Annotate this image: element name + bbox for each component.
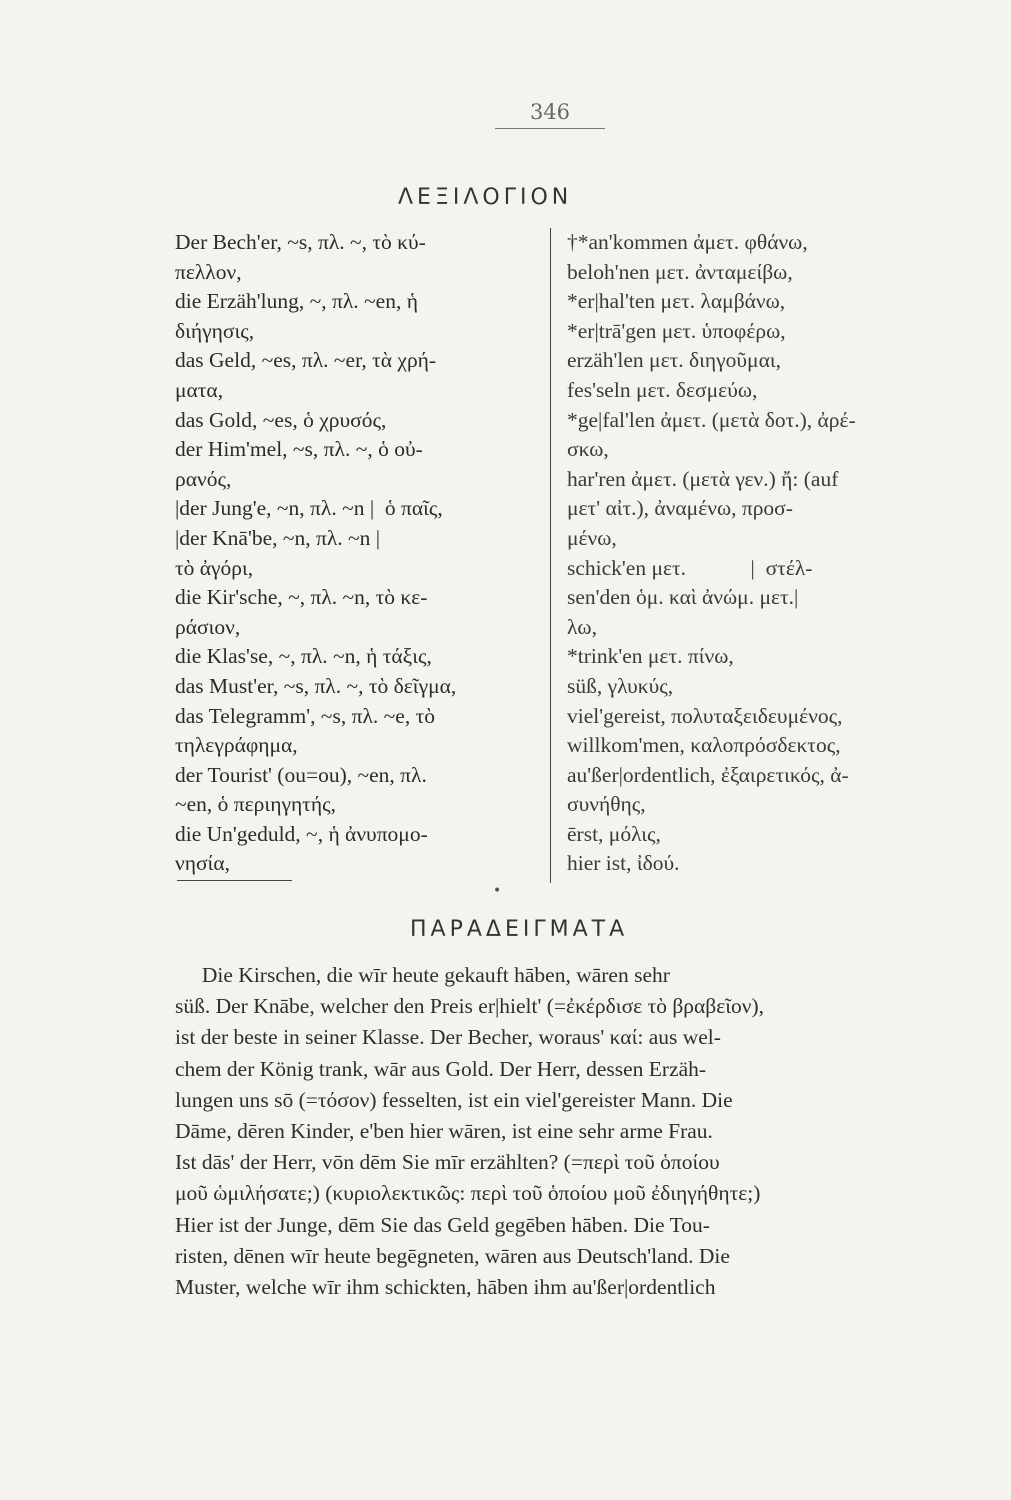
lexicon-entry-line: |der Jung'e, ~n, πλ. ~n | ὁ παῖς, xyxy=(175,496,443,521)
lexicon-entry-line: διήγησις, xyxy=(175,318,255,343)
examples-title: ΠΑΡΑΔΕΙΓΜΑΤΑ xyxy=(410,917,629,942)
lexicon-verb-line: viel'gereist, πολυταξειδευμένος, xyxy=(567,703,843,728)
example-text-line: ist der beste in seiner Klasse. Der Becher, woraus' καί: aus wel- xyxy=(175,1025,721,1050)
lexicon-entry-line: das Gold, ~es, ὁ χρυσός, xyxy=(175,407,387,432)
lexicon-entry-line: ρανός, xyxy=(175,466,232,491)
lexicon-verb-line: har'ren ἀμετ. (μετὰ γεν.) ἤ: (auf xyxy=(567,466,839,491)
lexicon-verb-line: *er|hal'ten μετ. λαμβάνω, xyxy=(567,289,786,314)
lexicon-entry-line: Der Bech'er, ~s, πλ. ~, τὸ κύ- xyxy=(175,230,426,254)
section-dot: • xyxy=(493,883,502,899)
lexicon-entry-line: die Kir'sche, ~, πλ. ~n, τὸ κε- xyxy=(175,585,428,610)
example-text-line: lungen uns sō (=τόσον) fesselten, ist ein viel'gereister Mann. Die xyxy=(175,1087,733,1112)
lexicon-verb-line: †*an'kommen ἀμετ. φθάνω, xyxy=(567,230,808,254)
example-text-line: süß. Der Knābe, welcher den Preis er|hielt' (=ἐκέρδισε τὸ βραβεῖον), xyxy=(175,994,765,1019)
column-divider xyxy=(550,228,551,883)
lexicon-verb-line: συνήθης, xyxy=(567,792,646,817)
example-text-line: risten, dēnen wīr heute begēgneten, wāren aus Deutsch'land. Die xyxy=(175,1243,730,1268)
example-text-line: Die Kirschen, die wīr heute gekauft hāben, wāren sehr xyxy=(175,963,670,987)
lexicon-verb-line: schick'en μετ. | στέλ- xyxy=(567,555,813,580)
lexicon-verb-line: *er|trā'gen μετ. ὑποφέρω, xyxy=(567,318,786,343)
lexicon-title: ΛΕΞΙΛΟΓΙΟΝ xyxy=(398,185,573,210)
lexicon-verb-line: *ge|fal'len ἀμετ. (μετὰ δοτ.), ἀρέ- xyxy=(567,407,856,432)
page-number: 346 xyxy=(529,100,571,124)
lexicon-verb-line: fes'seln μετ. δεσμεύω, xyxy=(567,377,758,402)
lexicon-entry-line: das Telegramm', ~s, πλ. ~e, τὸ xyxy=(175,703,435,728)
lexicon-verb-line: süß, γλυκύς, xyxy=(567,673,674,698)
lexicon-entry-line: das Geld, ~es, πλ. ~er, τὰ χρή- xyxy=(175,348,437,373)
lexicon-right-column xyxy=(567,228,947,879)
lexicon-verb-line: μετ' αἰτ.), ἀναμένω, προσ- xyxy=(567,496,793,521)
lexicon-entry-line: das Must'er, ~s, πλ. ~, τὸ δεῖγμα, xyxy=(175,673,457,698)
lexicon-verb-line: beloh'nen μετ. ἀνταμείβω, xyxy=(567,259,793,284)
examples-paragraph xyxy=(175,960,923,1303)
page-number-rule xyxy=(495,128,605,129)
example-text-line: μοῦ ὡμιλήσατε;) (κυριολεκτικῶς: περὶ τοῦ ὁποίου μοῦ ἐδιηγήθητε;) xyxy=(175,1181,761,1206)
lexicon-entry-line: νησία, xyxy=(175,851,230,876)
lexicon-entry-line: τὸ ἀγόρι, xyxy=(175,555,254,580)
lexicon-entry-line: die Erzäh'lung, ~, πλ. ~en, ἡ xyxy=(175,289,418,314)
lexicon-entry-line: die Klas'se, ~, πλ. ~n, ἡ τάξις, xyxy=(175,644,432,669)
example-text-line: Hier ist der Junge, dēm Sie das Geld gegēben hāben. Die Tou- xyxy=(175,1212,710,1237)
lexicon-verb-line: σκω, xyxy=(567,437,609,462)
example-text-line: Muster, welche wīr ihm schickten, hāben ihm au'ßer|ordentlich xyxy=(175,1275,716,1300)
lexicon-verb-line: au'ßer|ordentlich, ἐξαιρετικός, ἀ- xyxy=(567,762,849,787)
lexicon-verb-line: μένω, xyxy=(567,525,617,550)
lexicon-end-rule xyxy=(177,880,292,881)
lexicon-verb-line: λω, xyxy=(567,614,597,639)
lexicon-entry-line: |der Knā'be, ~n, πλ. ~n | xyxy=(175,525,381,550)
lexicon-entry-line: ~en, ὁ περιηγητής, xyxy=(175,792,336,817)
lexicon-entry-line: τηλεγράφημα, xyxy=(175,733,298,758)
lexicon-entry-line: ματα, xyxy=(175,377,224,402)
lexicon-entry-line: ράσιον, xyxy=(175,614,241,639)
lexicon-entry-line: der Tourist' (ou=ou), ~en, πλ. xyxy=(175,762,427,787)
example-text-line: Ist dās' der Herr, vōn dēm Sie mīr erzählten? (=περὶ τοῦ ὁποίου xyxy=(175,1150,720,1175)
lexicon-verb-line: erzäh'len μετ. διηγοῦμαι, xyxy=(567,348,782,373)
lexicon-entry-line: πελλον, xyxy=(175,259,242,284)
lexicon-entry-line: die Un'geduld, ~, ἡ ἀνυπομο- xyxy=(175,821,428,846)
example-text-line: chem der König trank, wār aus Gold. Der Herr, dessen Erzäh- xyxy=(175,1056,707,1081)
lexicon-left-column xyxy=(175,228,545,879)
example-text-line: Dāme, dēren Kinder, e'ben hier wāren, ist eine sehr arme Frau. xyxy=(175,1119,713,1144)
lexicon-verb-line: *trink'en μετ. πίνω, xyxy=(567,644,734,669)
lexicon-entry-line: der Him'mel, ~s, πλ. ~, ὁ οὐ- xyxy=(175,437,423,462)
lexicon-verb-line: ērst, μόλις, xyxy=(567,821,661,846)
lexicon-verb-line: sen'den ὁμ. καὶ ἀνώμ. μετ.| xyxy=(567,585,799,610)
lexicon-verb-line: willkom'men, καλοπρόσδεκτος, xyxy=(567,733,841,758)
lexicon-verb-line: hier ist, ἰδού. xyxy=(567,851,680,876)
